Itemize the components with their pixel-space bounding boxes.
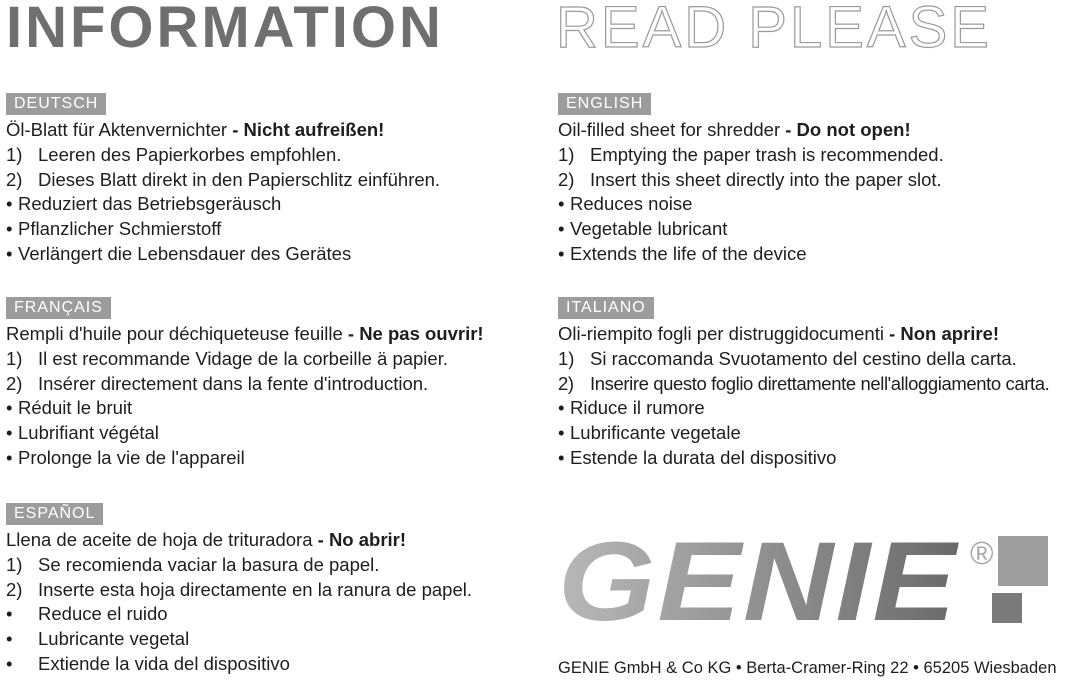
step-number: 1) — [558, 347, 575, 369]
bullet-2 — [6, 217, 531, 242]
step-1 — [558, 347, 1080, 372]
intro-text: Öl-Blatt für Aktenvernichter — [6, 119, 228, 140]
step-2 — [558, 168, 1080, 193]
bullet-icon: • — [6, 218, 13, 240]
bullet-icon: • — [6, 397, 13, 419]
step-number: 2) — [558, 372, 574, 394]
step-text: Leeren des Papierkorbes empfohlen. — [38, 143, 342, 165]
bullet-icon: • — [6, 446, 13, 468]
step-number: 1) — [6, 143, 23, 165]
bullet-icon: • — [558, 242, 565, 264]
bullet-icon: • — [558, 446, 565, 468]
step-text: Inserire questo foglio direttamente nell'alloggiamento carta. — [590, 372, 1050, 394]
bullet-text: Estende la durata del dispositivo — [570, 446, 837, 468]
genie-logo — [558, 528, 1063, 633]
bullet-icon: • — [558, 397, 565, 419]
step-2 — [6, 578, 531, 603]
bullet-text: Prolonge la vie de l'appareil — [18, 446, 245, 468]
bullet-text: Réduit le bruit — [18, 397, 133, 419]
bullet-icon: • — [558, 218, 565, 240]
bullet-3 — [558, 242, 1080, 267]
step-text: Si raccomanda Svuotamento del cestino della carta. — [590, 347, 1017, 369]
section-label-francais: FRANÇAIS — [6, 297, 111, 319]
intro-line — [6, 528, 531, 553]
bullet-icon: • — [6, 422, 13, 444]
step-text: Inserte esta hoja directamente en la ranura de papel. — [38, 578, 473, 600]
step-1 — [558, 143, 1080, 168]
step-number: 2) — [558, 168, 575, 190]
step-number: 2) — [6, 372, 23, 394]
bullet-icon: • — [6, 603, 13, 625]
step-2 — [6, 168, 531, 193]
bullet-3 — [6, 446, 531, 471]
step-text: Insérer directement dans la fente d'introduction. — [38, 372, 429, 394]
bullet-1 — [558, 192, 1080, 217]
bullet-text: Extiende la vida del dispositivo — [38, 652, 290, 674]
intro-text: Rempli d'huile pour déchiqueteuse feuille — [6, 323, 343, 344]
section-espanol — [6, 503, 531, 677]
step-number: 1) — [6, 553, 23, 575]
bullet-text: Reduces noise — [570, 193, 693, 215]
bullet-icon: • — [558, 193, 565, 215]
bullet-icon: • — [6, 652, 13, 674]
bullet-1 — [6, 396, 531, 421]
bullet-text: Lubricante vegetal — [38, 628, 190, 650]
section-francais — [6, 297, 531, 471]
section-deutsch — [6, 93, 531, 267]
intro-line — [6, 118, 531, 143]
bullet-text: Reduce el ruido — [38, 603, 168, 625]
step-1 — [6, 347, 531, 372]
intro-text: Oil-filled sheet for shredder — [558, 119, 781, 140]
warning-text: - Non aprire! — [889, 323, 1000, 344]
bullet-icon: • — [558, 422, 565, 444]
intro-text: Llena de aceite de hoja de trituradora — [6, 529, 313, 550]
bullet-1 — [6, 192, 531, 217]
bullet-icon: • — [6, 628, 13, 650]
logo-wordmark: GENIE — [558, 528, 960, 633]
intro-line — [558, 118, 1080, 143]
bullet-text: Vegetable lubricant — [570, 218, 728, 240]
step-1 — [6, 143, 531, 168]
bullet-text: Extends the life of the device — [570, 242, 807, 264]
section-label-english: ENGLISH — [558, 93, 651, 115]
registered-mark: ® — [970, 535, 994, 571]
step-number: 2) — [6, 578, 23, 600]
intro-line — [6, 322, 531, 347]
section-italiano — [558, 297, 1080, 471]
step-2 — [558, 372, 1080, 397]
bullet-text: Verlängert die Lebensdauer des Gerätes — [18, 242, 352, 264]
step-text: Emptying the paper trash is recommended. — [590, 143, 944, 165]
bullet-text: Riduce il rumore — [570, 397, 705, 419]
bullet-2 — [558, 217, 1080, 242]
bullet-icon: • — [6, 242, 13, 264]
bullet-text: Pflanzlicher Schmierstoff — [18, 218, 222, 240]
bullet-text: Lubrificante vegetale — [570, 422, 741, 444]
step-1 — [6, 553, 531, 578]
warning-text: - Nicht aufreißen! — [232, 119, 385, 140]
warning-text: - Do not open! — [785, 119, 911, 140]
bullet-2 — [6, 627, 531, 652]
step-text: Dieses Blatt direkt in den Papierschlitz einführen. — [38, 168, 441, 190]
section-label-espanol: ESPAÑOL — [6, 503, 103, 525]
logo-square-large — [998, 536, 1048, 586]
section-label-italiano: ITALIANO — [558, 297, 654, 319]
warning-text: - No abrir! — [317, 529, 407, 550]
footer-address: GENIE GmbH & Co KG • Berta-Cramer-Ring 22 • 65205 Wiesbaden — [558, 659, 1057, 677]
step-text: Se recomienda vaciar la basura de papel. — [38, 553, 380, 575]
bullet-1 — [558, 396, 1080, 421]
title-read-please: READ PLEASE — [556, 0, 992, 60]
bullet-text: Lubrifiant végétal — [18, 422, 159, 444]
step-number: 2) — [6, 168, 23, 190]
intro-text: Oli-riempito fogli per distruggidocumenti — [558, 323, 884, 344]
step-text: Insert this sheet directly into the paper slot. — [590, 168, 942, 190]
bullet-3 — [6, 242, 531, 267]
step-2 — [6, 372, 531, 397]
bullet-3 — [558, 446, 1080, 471]
step-number: 1) — [558, 143, 575, 165]
logo-square-small — [992, 593, 1022, 623]
step-number: 1) — [6, 347, 23, 369]
section-label-deutsch: DEUTSCH — [6, 93, 106, 115]
intro-line — [558, 322, 1080, 347]
bullet-2 — [6, 421, 531, 446]
section-english — [558, 93, 1080, 267]
bullet-3 — [6, 652, 531, 677]
bullet-1 — [6, 602, 531, 627]
bullet-text: Reduziert das Betriebsgeräusch — [18, 193, 282, 215]
warning-text: - Ne pas ouvrir! — [347, 323, 484, 344]
bullet-2 — [558, 421, 1080, 446]
bullet-icon: • — [6, 193, 13, 215]
step-text: Il est recommande Vidage de la corbeille ä papier. — [38, 347, 448, 369]
title-information: INFORMATION — [6, 0, 444, 60]
